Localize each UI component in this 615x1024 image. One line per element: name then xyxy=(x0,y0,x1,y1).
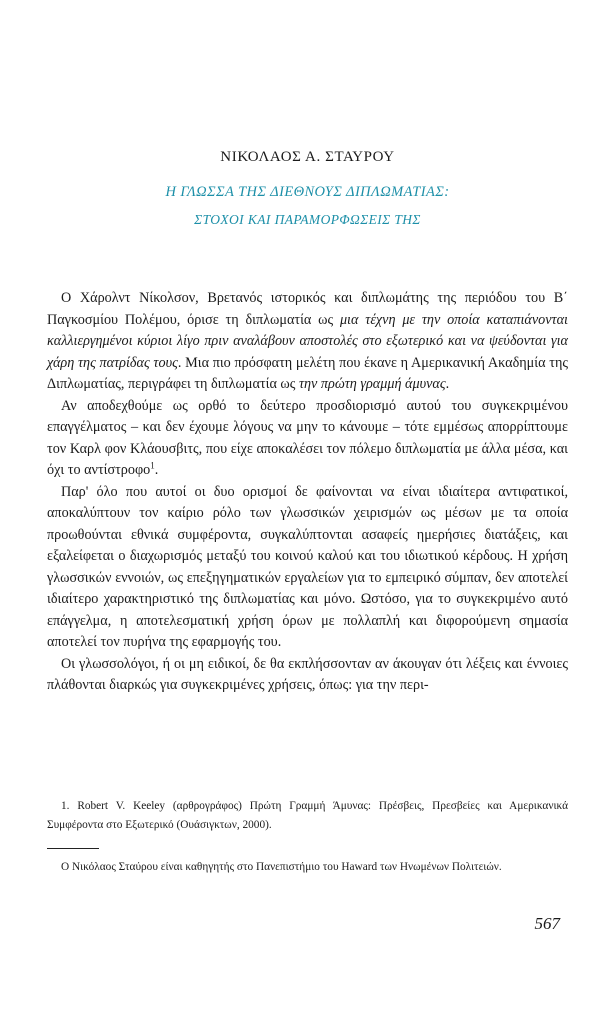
paragraph-1-text-c: . Μια πιο πρόσφατη μελέτη που έκανε η Αμερικανική Ακαδημία της Διπλωματίας, περιγράφει τη διπλωματία ως xyxy=(47,354,568,392)
article-title: Η ΓΛΩΣΣΑ ΤΗΣ ΔΙΕΘΝΟΥΣ ΔΙΠΛΩΜΑΤΙΑΣ: xyxy=(165,184,450,200)
paragraph-1 xyxy=(47,288,568,396)
paragraph-1-text-a: Ο Χάρολντ Νίκολσον, Βρετανός ιστορικός και διπλωμάτης της περιόδου του Β΄ Παγκοσμίου Πολέμου, όρισε τη διπλωματία ως xyxy=(47,290,568,328)
nicolson-definition-quote: μια τέχνη με την οποία καταπιάνονται καλλιεργημένοι κύριοι λίγο πριν αναλάβουν αποστολές στο εξωτερικό και να ψεύδονται για χάρη της πατρίδας τους xyxy=(47,311,568,371)
footnote-1: 1. Robert V. Keeley (αρθρογράφος) Πρώτη Γραμμή Άμυνας: Πρέσβεις, Πρεσβείες και Αμερικανικά Συμφέροντα στο Εξωτερικό (Ουάσιγκτων, 2000). xyxy=(47,800,568,831)
author-name: ΝΙΚΟΛΑΟΣ Α. ΣΤΑΥΡΟΥ xyxy=(220,149,395,165)
page-number: 567 xyxy=(534,914,560,933)
paragraph-4: Οι γλωσσολόγοι, ή οι μη ειδικοί, δε θα εκπλήσσονταν αν άκουγαν ότι λέξεις και έννοιες πλάθονται διαρκώς για συγκεκριμένες χρήσεις, όπως: για την περι- xyxy=(47,655,568,693)
first-line-of-defense-quote: την πρώτη γραμμή άμυνας xyxy=(298,376,446,392)
paragraph-2-end: . xyxy=(154,462,159,478)
author-note: Ο Νικόλαος Σταύρου είναι καθηγητής στο Πανεπιστήμιο του Haward των Ηνωμένων Πολιτειών. xyxy=(61,861,502,873)
footnote-reference: 1 xyxy=(150,460,155,471)
paragraph-1-text-e: . xyxy=(445,376,450,392)
article-subtitle: ΣΤΟΧΟΙ ΚΑΙ ΠΑΡΑΜΟΡΦΩΣΕΙΣ ΤΗΣ xyxy=(194,212,421,227)
paragraph-2 xyxy=(47,396,568,482)
article-body xyxy=(47,288,568,697)
paragraph-2-text: Αν αποδεχθούμε ως ορθό το δεύτερο προσδιορισμό αυτού του συγκεκριμένου επαγγέλματος – και δεν έχουμε λόγους να μην το κάνουμε – τότε εμμέσως απορρίπτουμε τον Καρλ φον Κλάουσβιτς, που είχε αποκαλέσει τον πόλεμο διπλωματία με άλλα μέσα, και όχι το αντίστροφο xyxy=(47,397,568,478)
footnote-divider xyxy=(47,848,99,849)
paragraph-3: Παρ' όλο που αυτοί οι δυο ορισμοί δε φαίνονται να είναι ιδιαίτερα αντιφατικοί, αποκαλύπτουν τον καίριο ρόλο των γλωσσικών χειρισμών ως μέσων με τα οποία προωθούνται εθνικά συμφέροντα, συγκαλύπτονται ασαφείς ημερήσιες διατάξεις, και εξαλείφεται ο διαχωρισμός μεταξύ του κοινού καλού και του ιδιωτικού κέρδους. Η χρήση γλωσσικών εννοιών, ως επεξηγηματικών εργαλείων για το εμπειρικό σύμπαν, δεν αποτελεί ιδιαίτερο χαρακτηριστικό της διπλωματίας και μόνο. Ωστόσο, για το συγκεκριμένο αυτό επάγγελμα, η αποτελεσματική χρήση όρων με πολλαπλή και διφορούμενη σημασία αποτελεί τον πυρήνα της εφαρμογής του. xyxy=(47,483,568,650)
